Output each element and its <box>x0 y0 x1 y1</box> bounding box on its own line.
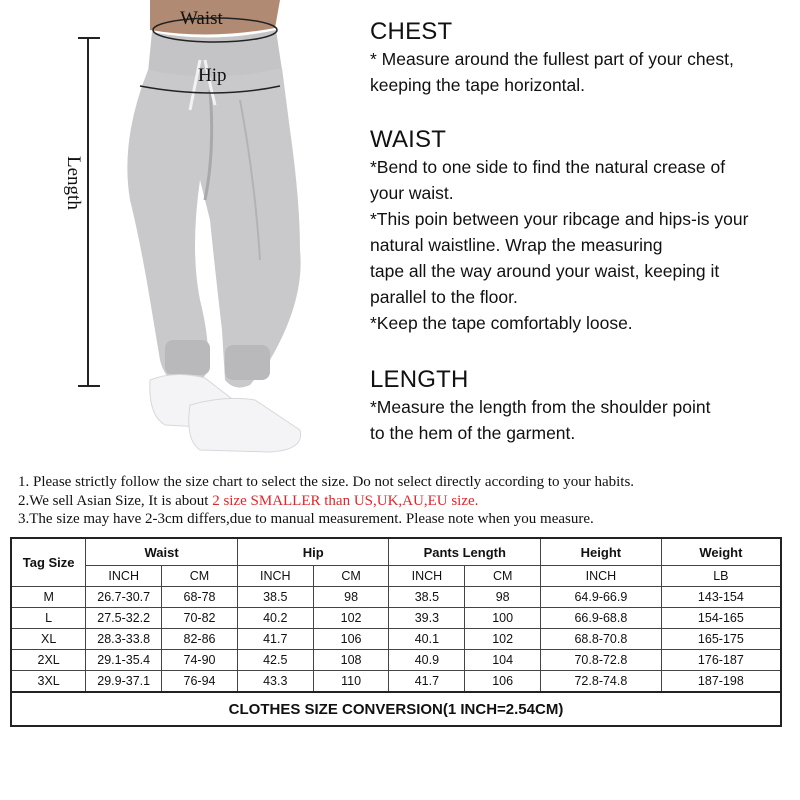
table-cell: 2XL <box>11 650 86 671</box>
table-header-row <box>11 538 781 566</box>
size-chart-table <box>10 537 782 727</box>
guide-line: your waist. <box>370 183 454 203</box>
note-2 <box>18 492 798 511</box>
guide-line: *This poin between your ribcage and hips-is your <box>370 209 749 229</box>
table-cell: 38.5 <box>237 587 313 608</box>
unit-cell: INCH <box>237 566 313 587</box>
table-cell: 26.7-30.7 <box>86 587 162 608</box>
guide-line: to the hem of the garment. <box>370 423 576 443</box>
table-cell: 102 <box>465 629 541 650</box>
table-cell: 42.5 <box>237 650 313 671</box>
guide-line: *Keep the tape comfortably loose. <box>370 313 633 333</box>
table-cell: 102 <box>313 608 389 629</box>
header-height: Height <box>541 538 662 566</box>
note-1: 1. Please strictly follow the size chart to select the size. Do not select directly according to your habits. <box>18 474 635 490</box>
table-cell: M <box>11 587 86 608</box>
pants-figure <box>0 0 340 460</box>
header-weight: Weight <box>661 538 781 566</box>
table-cell: 38.5 <box>389 587 465 608</box>
table-cell: 74-90 <box>162 650 238 671</box>
waist-section <box>370 126 748 336</box>
guide-line: keeping the tape horizontal. <box>370 75 586 95</box>
table-cell: 82-86 <box>162 629 238 650</box>
guide-line: *Bend to one side to find the natural crease of <box>370 157 726 177</box>
table-row <box>11 608 781 629</box>
table-cell: 64.9-66.9 <box>541 587 662 608</box>
table-cell: 29.1-35.4 <box>86 650 162 671</box>
unit-cell: INCH <box>541 566 662 587</box>
table-cell: 165-175 <box>661 629 781 650</box>
table-row <box>11 650 781 671</box>
table-cell: 176-187 <box>661 650 781 671</box>
table-cell: 68.8-70.8 <box>541 629 662 650</box>
guide-line: parallel to the floor. <box>370 287 518 307</box>
unit-cell: INCH <box>389 566 465 587</box>
table-cell: 98 <box>313 587 389 608</box>
guide-line: *Measure the length from the shoulder point <box>370 397 711 417</box>
length-heading: LENGTH <box>370 366 469 393</box>
note-2-text: 2.We sell Asian Size, It is about <box>18 492 213 509</box>
header-pants-length: Pants Length <box>389 538 541 566</box>
table-cell: 98 <box>465 587 541 608</box>
note-3: 3.The size may have 2-3cm differs,due to manual measurement. Please note when you measure. <box>18 511 594 527</box>
waist-label: Waist <box>180 8 223 29</box>
table-cell: 39.3 <box>389 608 465 629</box>
guide-line: natural waistline. Wrap the measuring <box>370 235 663 255</box>
table-cell: 108 <box>313 650 389 671</box>
table-cell: 100 <box>465 608 541 629</box>
left-cuff <box>165 340 210 375</box>
table-cell: 3XL <box>11 671 86 693</box>
header-waist: Waist <box>86 538 238 566</box>
table-cell: 110 <box>313 671 389 693</box>
table-footer-row <box>11 692 781 726</box>
header-hip: Hip <box>237 538 389 566</box>
table-cell: 66.9-68.8 <box>541 608 662 629</box>
table-cell: L <box>11 608 86 629</box>
table-cell: 187-198 <box>661 671 781 693</box>
unit-cell: CM <box>465 566 541 587</box>
size-notes <box>18 473 798 529</box>
length-label: Length <box>63 156 84 210</box>
table-cell: 40.2 <box>237 608 313 629</box>
table-cell: 40.9 <box>389 650 465 671</box>
table-cell: 43.3 <box>237 671 313 693</box>
table-cell: 29.9-37.1 <box>86 671 162 693</box>
table-cell: 154-165 <box>661 608 781 629</box>
table-cell: 72.8-74.8 <box>541 671 662 693</box>
table-row <box>11 671 781 693</box>
unit-cell: LB <box>661 566 781 587</box>
pants-illustration <box>0 0 340 460</box>
pants-body <box>127 68 300 388</box>
table-cell: 106 <box>465 671 541 693</box>
waist-heading: WAIST <box>370 126 447 153</box>
hip-label: Hip <box>198 65 227 86</box>
right-shoe <box>189 398 301 452</box>
table-cell: 76-94 <box>162 671 238 693</box>
unit-cell: INCH <box>86 566 162 587</box>
table-cell: 70-82 <box>162 608 238 629</box>
size-conversion-note: CLOTHES SIZE CONVERSION(1 INCH=2.54CM) <box>11 692 781 726</box>
guide-line: tape all the way around your waist, keeping it <box>370 261 720 281</box>
note-2-highlight: 2 size SMALLER than US,UK,AU,EU size. <box>212 492 479 509</box>
table-cell: 28.3-33.8 <box>86 629 162 650</box>
chest-heading: CHEST <box>370 18 453 45</box>
table-cell: 41.7 <box>237 629 313 650</box>
table-cell: 27.5-32.2 <box>86 608 162 629</box>
table-cell: 70.8-72.8 <box>541 650 662 671</box>
table-cell: 143-154 <box>661 587 781 608</box>
table-cell: XL <box>11 629 86 650</box>
unit-cell: CM <box>313 566 389 587</box>
length-section <box>370 366 710 446</box>
unit-cell: CM <box>162 566 238 587</box>
guide-line: * Measure around the fullest part of your chest, <box>370 49 734 69</box>
table-cell: 41.7 <box>389 671 465 693</box>
table-cell: 68-78 <box>162 587 238 608</box>
table-units-row <box>11 566 781 587</box>
table-row <box>11 629 781 650</box>
right-cuff <box>225 345 270 380</box>
chest-section <box>370 18 734 98</box>
table-cell: 106 <box>313 629 389 650</box>
header-tag-size: Tag Size <box>11 538 86 587</box>
table-cell: 104 <box>465 650 541 671</box>
table-cell: 40.1 <box>389 629 465 650</box>
table-row <box>11 587 781 608</box>
